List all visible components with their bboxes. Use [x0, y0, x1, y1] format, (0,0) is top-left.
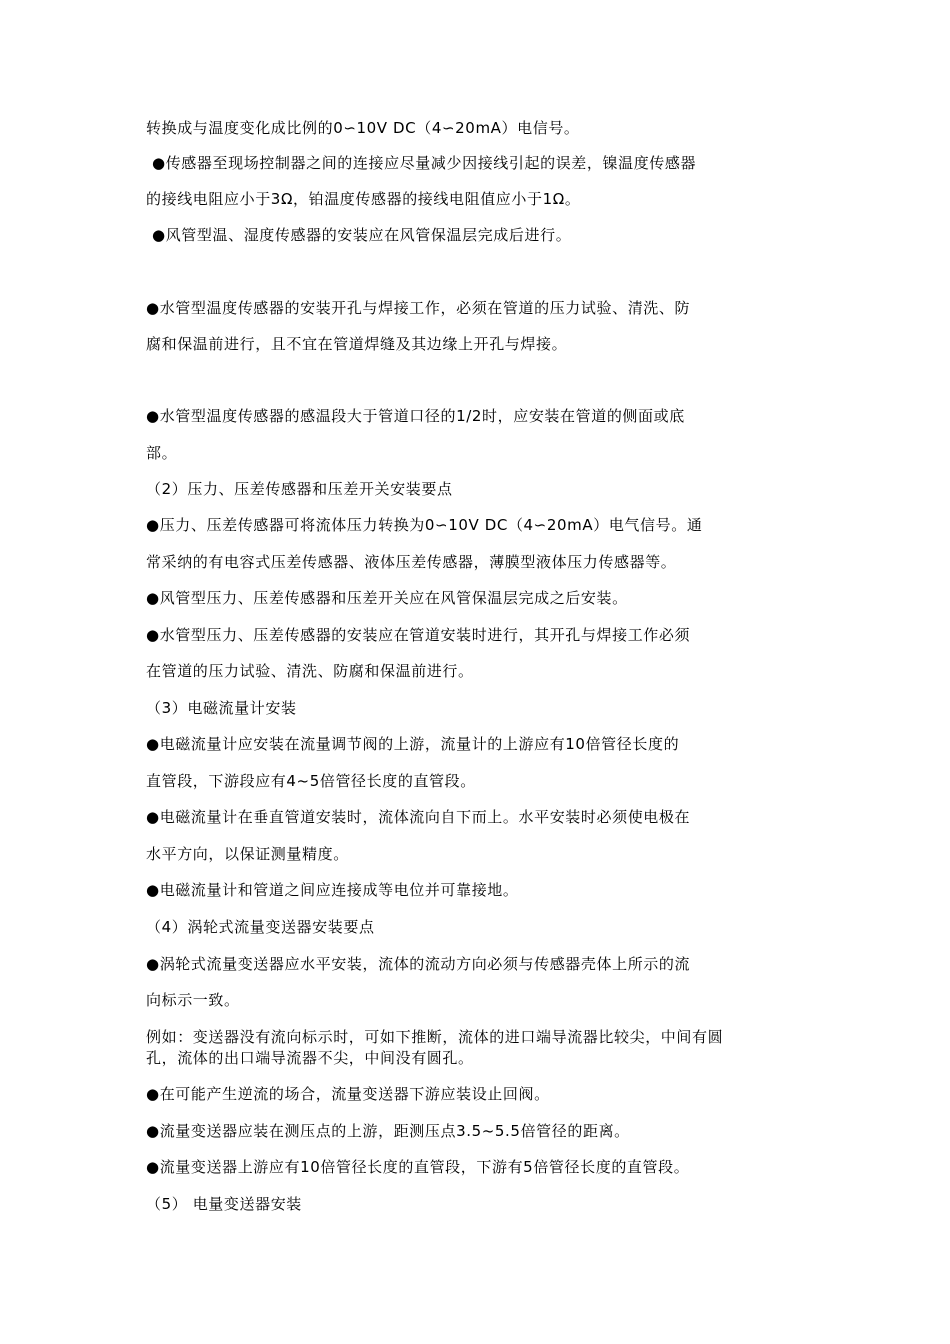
- text-line: ●压力、压差传感器可将流体压力转换为0∽10V DC（4∽20mA）电气信号。通: [146, 516, 703, 534]
- text-line: 部。: [146, 444, 178, 462]
- text-line: 腐和保温前进行，且不宜在管道焊缝及其边缘上开孔与焊接。: [146, 335, 568, 353]
- section-heading: （2）压力、压差传感器和压差开关安装要点: [146, 480, 453, 498]
- text-line: ●流量变送器应装在测压点的上游，距测压点3.5~5.5倍管径的距离。: [146, 1122, 630, 1140]
- text-line: 的接线电阻应小于3Ω，铂温度传感器的接线电阻值应小于1Ω。: [146, 190, 581, 208]
- text-line: 例如：变送器没有流向标示时，可如下推断，流体的进口端导流器比较尖，中间有圆: [146, 1028, 724, 1046]
- section-heading: （5） 电量变送器安装: [146, 1195, 302, 1213]
- text-line: ●风管型温、湿度传感器的安装应在风管保温层完成后进行。: [152, 226, 572, 244]
- text-line: ●风管型压力、压差传感器和压差开关应在风管保温层完成之后安装。: [146, 589, 628, 607]
- text-line: ●水管型压力、压差传感器的安装应在管道安装时进行，其开孔与焊接工作必须: [146, 626, 691, 644]
- text-line: ●涡轮式流量变送器应水平安装，流体的流动方向必须与传感器壳体上所示的流: [146, 955, 691, 973]
- text-line: ●电磁流量计和管道之间应连接成等电位并可靠接地。: [146, 881, 519, 899]
- text-line: 孔，流体的出口端导流器不尖，中间没有圆孔。: [146, 1049, 474, 1067]
- text-line: ●在可能产生逆流的场合，流量变送器下游应装设止回阀。: [146, 1085, 550, 1103]
- text-line: 在管道的压力试验、清洗、防腐和保温前进行。: [146, 662, 474, 680]
- text-line: 水平方向，以保证测量精度。: [146, 845, 349, 863]
- text-line: ●传感器至现场控制器之间的连接应尽量减少因接线引起的误差，镍温度传感器: [152, 154, 697, 172]
- text-line: ●流量变送器上游应有10倍管径长度的直管段，下游有5倍管径长度的直管段。: [146, 1158, 690, 1176]
- text-line: 常采纳的有电容式压差传感器、液体压差传感器，薄膜型液体压力传感器等。: [146, 553, 677, 571]
- text-line: ●水管型温度传感器的感温段大于管道口径的1/2时，应安装在管道的侧面或底: [146, 407, 685, 425]
- section-heading: （4）涡轮式流量变送器安装要点: [146, 918, 375, 936]
- text-line: 转换成与温度变化成比例的0∽10V DC（4∽20mA）电信号。: [146, 119, 580, 137]
- text-line: 向标示一致。: [146, 991, 240, 1009]
- text-line: 直管段，下游段应有4~5倍管径长度的直管段。: [146, 772, 476, 790]
- text-line: ●水管型温度传感器的安装开孔与焊接工作，必须在管道的压力试验、清洗、防: [146, 299, 691, 317]
- section-heading: （3）电磁流量计安装: [146, 699, 297, 717]
- text-line: ●电磁流量计在垂直管道安装时，流体流向自下而上。水平安装时必须使电极在: [146, 808, 691, 826]
- text-line: ●电磁流量计应安装在流量调节阀的上游，流量计的上游应有10倍管径长度的: [146, 735, 680, 753]
